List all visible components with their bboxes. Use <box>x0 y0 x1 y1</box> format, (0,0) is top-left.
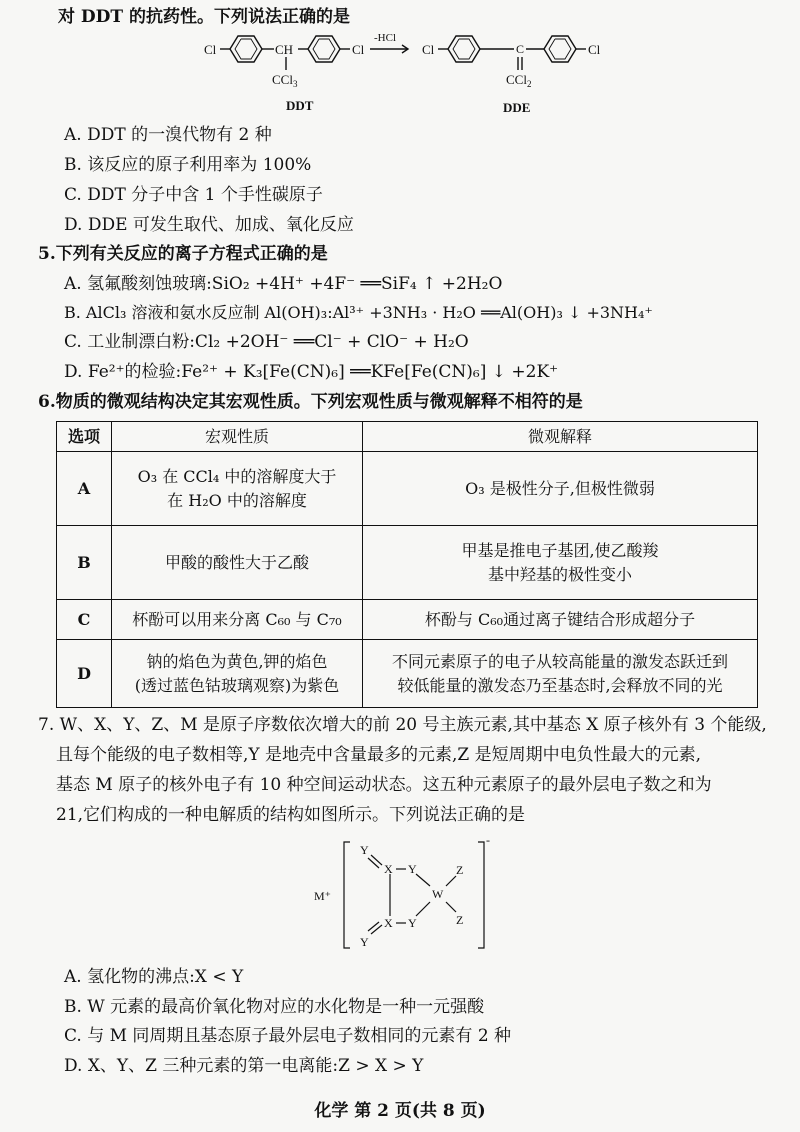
row-micro <box>363 526 758 600</box>
macro-line: 在 H₂O 中的溶解度 <box>167 490 307 510</box>
atom-y2: Y <box>408 916 417 930</box>
q5-option-a: A. 氢氟酸刻蚀玻璃:SiO₂ +4H⁺ +4F⁻ ══SiF₄ ↑ +2H₂O <box>64 274 503 294</box>
macro-line: (透过蓝色钴玻璃观察)为紫色 <box>134 675 340 695</box>
q7-option-d: D. X、Y、Z 三种元素的第一电离能:Z > X > Y <box>64 1056 424 1076</box>
atom-y-bottom: Y <box>360 935 369 949</box>
row-option: A <box>57 452 112 526</box>
micro-line: O₃ 是极性分子,但极性微弱 <box>465 478 655 498</box>
micro-line: 甲基是推电子基团,使乙酸羧 <box>461 540 659 560</box>
row-macro <box>112 600 363 640</box>
row-macro <box>112 640 363 708</box>
dde-c: C <box>516 42 525 56</box>
table-row <box>57 526 758 600</box>
q7-stem-line-2: 且每个能级的电子数相等,Y 是地壳中含量最多的元素,Z 是短周期中电负性最大的元素, <box>56 745 702 765</box>
row-option: B <box>57 526 112 600</box>
q4-option-a: A. DDT 的一溴代物有 2 种 <box>64 125 272 145</box>
q7-stem-line-1: 7. W、X、Y、Z、M 是原子序数依次增大的前 20 号主族元素,其中基态 X 原子核外有 3 个能级, <box>38 715 767 735</box>
q7-stem-line-4: 21,它们构成的一种电解质的结构如图所示。下列说法正确的是 <box>56 805 526 825</box>
ddt-cl-right: Cl <box>352 42 365 57</box>
left-bracket <box>344 842 350 948</box>
row-macro <box>112 526 363 600</box>
q7-option-b: B. W 元素的最高价氧化物对应的水化物是一种一元强酸 <box>64 997 485 1017</box>
row-micro <box>363 600 758 640</box>
atom-y-top: Y <box>360 843 369 857</box>
q4-intro: 对 DDT 的抗药性。下列说法正确的是 <box>58 7 350 27</box>
atom-z2: Z <box>456 913 464 927</box>
row-macro <box>112 452 363 526</box>
dde-label: DDE <box>503 100 531 115</box>
reagent-label: -HCl <box>374 32 396 44</box>
cation-m: M⁺ <box>314 889 332 903</box>
q4-option-c: C. DDT 分子中含 1 个手性碳原子 <box>64 185 323 205</box>
macro-line: 甲酸的酸性大于乙酸 <box>164 552 309 572</box>
micro-line: 杯酚与 C₆₀通过离子键结合形成超分子 <box>424 609 696 629</box>
ddt-cl-left: Cl <box>204 42 217 57</box>
electrolyte-structure-diagram <box>310 836 510 960</box>
micro-line: 不同元素原子的电子从较高能量的激发态跃迁到 <box>391 651 728 671</box>
atom-x2: X <box>384 916 393 930</box>
q7-option-a: A. 氢化物的沸点:X < Y <box>64 967 244 987</box>
table-header-row <box>57 422 758 452</box>
header-micro: 微观解释 <box>363 422 758 452</box>
micro-line: 基中羟基的极性变小 <box>487 564 632 584</box>
atom-y1: Y <box>408 862 417 876</box>
q4-option-d: D. DDE 可发生取代、加成、氧化反应 <box>64 215 354 235</box>
dde-cl-left: Cl <box>422 42 435 57</box>
dde-cl-right: Cl <box>588 42 601 57</box>
page-footer: 化学 第 2 页(共 8 页) <box>314 1101 486 1121</box>
ddt-label: DDT <box>286 98 314 113</box>
table-row <box>57 452 758 526</box>
q5-option-b: B. AlCl₃ 溶液和氨水反应制 Al(OH)₃:Al³⁺ +3NH₃ · H₂O ══Al(OH)₃ ↓ +3NH₄⁺ <box>64 303 653 322</box>
right-bracket <box>478 842 484 948</box>
dde-ccl2: CCl$_2$ <box>506 72 532 89</box>
q5-option-c: C. 工业制漂白粉:Cl₂ +2OH⁻ ══Cl⁻ + ClO⁻ + H₂O <box>64 332 469 352</box>
atom-z1: Z <box>456 863 464 877</box>
q6-table <box>56 421 758 708</box>
q6-stem: 6.物质的微观结构决定其宏观性质。下列宏观性质与微观解释不相符的是 <box>38 392 583 412</box>
header-macro: 宏观性质 <box>112 422 363 452</box>
atom-w: W <box>432 887 444 901</box>
row-option: D <box>57 640 112 708</box>
atom-x1: X <box>384 862 393 876</box>
ddt-ch: CH <box>275 42 294 57</box>
header-option: 选项 <box>57 422 112 452</box>
q5-stem: 5.下列有关反应的离子方程式正确的是 <box>38 244 328 264</box>
row-micro <box>363 640 758 708</box>
anion-charge: - <box>486 836 490 847</box>
macro-line: O₃ 在 CCl₄ 中的溶解度大于 <box>137 466 337 486</box>
q4-option-b: B. 该反应的原子利用率为 100% <box>64 155 312 175</box>
macro-line: 钠的焰色为黄色,钾的焰色 <box>146 651 328 671</box>
table-row <box>57 600 758 640</box>
q7-stem-line-3: 基态 M 原子的核外电子有 10 种空间运动状态。这五种元素原子的最外层电子数之和为 <box>56 775 712 795</box>
macro-line: 杯酚可以用来分离 C₆₀ 与 C₇₀ <box>132 609 342 629</box>
row-micro <box>363 452 758 526</box>
micro-line: 较低能量的激发态乃至基态时,会释放不同的光 <box>397 675 723 695</box>
ddt-to-dde-reaction-diagram <box>200 30 620 120</box>
table-row <box>57 640 758 708</box>
q7-option-c: C. 与 M 同周期且基态原子最外层电子数相同的元素有 2 种 <box>64 1026 512 1046</box>
ddt-ccl3: CCl$_3$ <box>272 72 298 89</box>
q5-option-d: D. Fe²⁺的检验:Fe²⁺ + K₃[Fe(CN)₆] ══KFe[Fe(CN)₆] ↓ +2K⁺ <box>64 362 559 382</box>
row-option: C <box>57 600 112 640</box>
